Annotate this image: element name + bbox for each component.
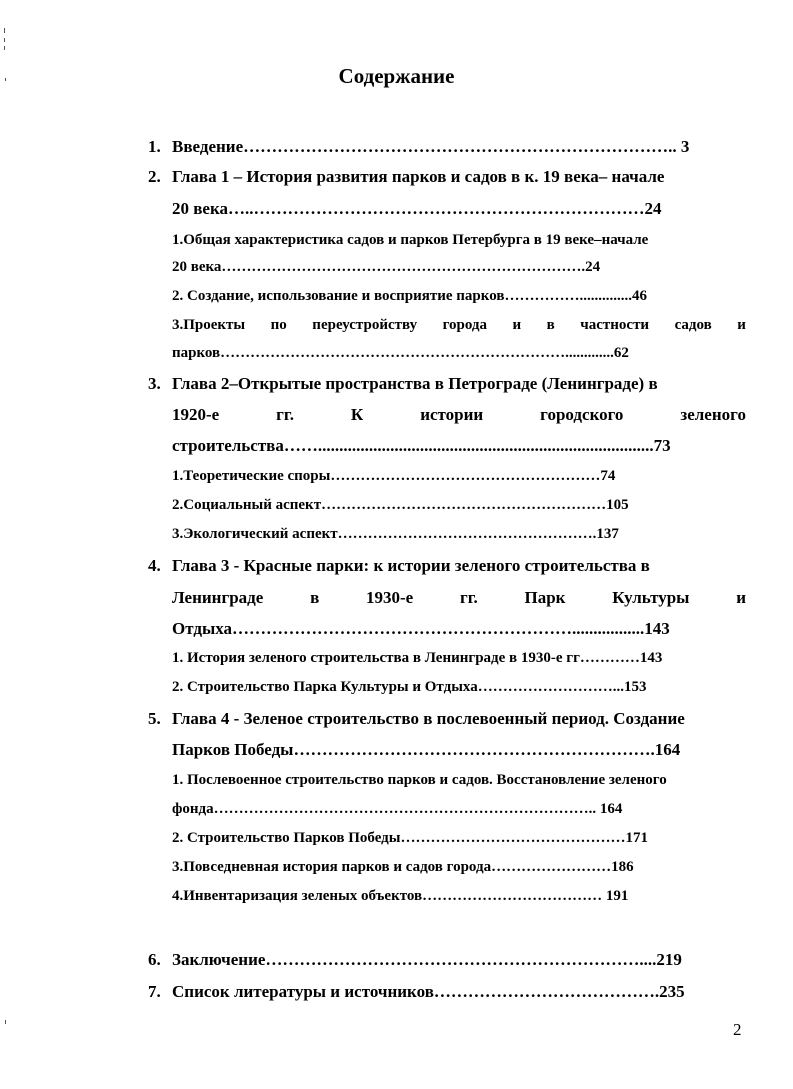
entry-number: 2. [148, 167, 161, 186]
word: города [442, 317, 488, 333]
word: Культуры [612, 588, 690, 607]
toc-chapter-1-section-3-page: парков…………………………………………………………….............62 [172, 345, 629, 361]
toc-chapter-2-title-line-2 [172, 405, 746, 425]
toc-chapter-4-section-1-page: фонда………………………………………………………………….. 164 [172, 801, 623, 817]
word: городского [540, 405, 624, 424]
toc-chapter-3-title: Глава 3 - Красные парки: к истории зеленого строительства в [172, 556, 650, 575]
toc-chapter-4-section-4: 4.Инвентаризация зеленых объектов……………………………… 191 [172, 888, 629, 904]
entry-number: 4. [148, 556, 161, 575]
toc-chapter-2-section-1: 1.Теоретические споры………………………………………………74 [172, 468, 616, 484]
word: переустройству [312, 317, 418, 333]
word: в [546, 317, 555, 333]
toc-chapter-1-section-1: 1.Общая характеристика садов и парков Петербурга в 19 веке–начале [172, 232, 649, 248]
toc-chapter-1-title: Глава 1 – История развития парков и садов в к. 19 века– начале [172, 167, 665, 186]
word: гг. [276, 405, 294, 424]
word: и [736, 588, 746, 607]
toc-chapter-2-section-2: 2.Социальный аспект…………………………………………………105 [172, 497, 629, 513]
entry-number: 7. [148, 982, 161, 1001]
toc-chapter-3-page: Отдыха…………………………………………………….................143 [172, 619, 670, 638]
word: 1920-е [172, 405, 220, 424]
page-title: Содержание [338, 64, 455, 88]
toc-chapter-3-title-line-2 [172, 588, 746, 608]
toc-chapter-4-page: Парков Победы……………………………………………………….164 [172, 740, 681, 759]
toc-chapter-3-section-2: 2. Строительство Парка Культуры и Отдыха………………………...153 [172, 679, 647, 695]
toc-entry-intro: Введение………………………………………………………………….. 3 [172, 137, 690, 156]
toc-chapter-2-section-3: 3.Экологический аспект…………………………………………….137 [172, 526, 619, 542]
toc-chapter-3-section-1: 1. История зеленого строительства в Ленинграде в 1930-е гг…………143 [172, 650, 663, 666]
word: 3.Проекты [172, 317, 246, 333]
word: К [350, 405, 364, 424]
word: гг. [459, 588, 478, 607]
word: и [512, 317, 522, 333]
toc-entry-references: Список литературы и источников………………………………….235 [172, 982, 685, 1001]
toc-chapter-4-section-2: 2. Строительство Парков Победы………………………………………171 [172, 830, 648, 846]
toc-chapter-4-section-1: 1. Послевоенное строительство парков и садов. Восстановление зеленого [172, 772, 667, 788]
toc-chapter-1-section-3 [172, 317, 746, 334]
word: в [310, 588, 320, 607]
entry-number: 5. [148, 709, 161, 728]
toc-chapter-1-section-1-page: 20 века……………………………………………………………….24 [172, 259, 601, 275]
word: и [737, 317, 746, 333]
word: зеленого [680, 405, 746, 424]
word: Парк [524, 588, 566, 607]
entry-number: 6. [148, 950, 161, 969]
entry-number: 3. [148, 374, 161, 393]
word: 1930-е [366, 588, 414, 607]
toc-chapter-1-section-2: 2. Создание, использование и восприятие парков……………..............46 [172, 288, 647, 304]
toc-chapter-2-title: Глава 2–Открытые пространства в Петрограде (Ленинграде) в [172, 374, 658, 393]
toc-chapter-1-page: 20 века…..……………………………………………………………24 [172, 199, 662, 218]
word: Ленинграде [172, 588, 264, 607]
toc-chapter-4-title: Глава 4 - Зеленое строительство в послевоенный период. Создание [172, 709, 685, 728]
toc-chapter-4-section-3: 3.Повседневная история парков и садов города……………………186 [172, 859, 634, 875]
word: садов [674, 317, 712, 333]
entry-number: 1. [148, 137, 161, 156]
word: частности [580, 317, 650, 333]
word: истории [420, 405, 484, 424]
toc-chapter-2-page: строительства……...............................................................................73 [172, 436, 671, 455]
word: по [270, 317, 287, 333]
toc-entry-conclusion: Заключение…………………………………………………………....219 [172, 950, 682, 969]
page-number: 2 [733, 1020, 742, 1039]
